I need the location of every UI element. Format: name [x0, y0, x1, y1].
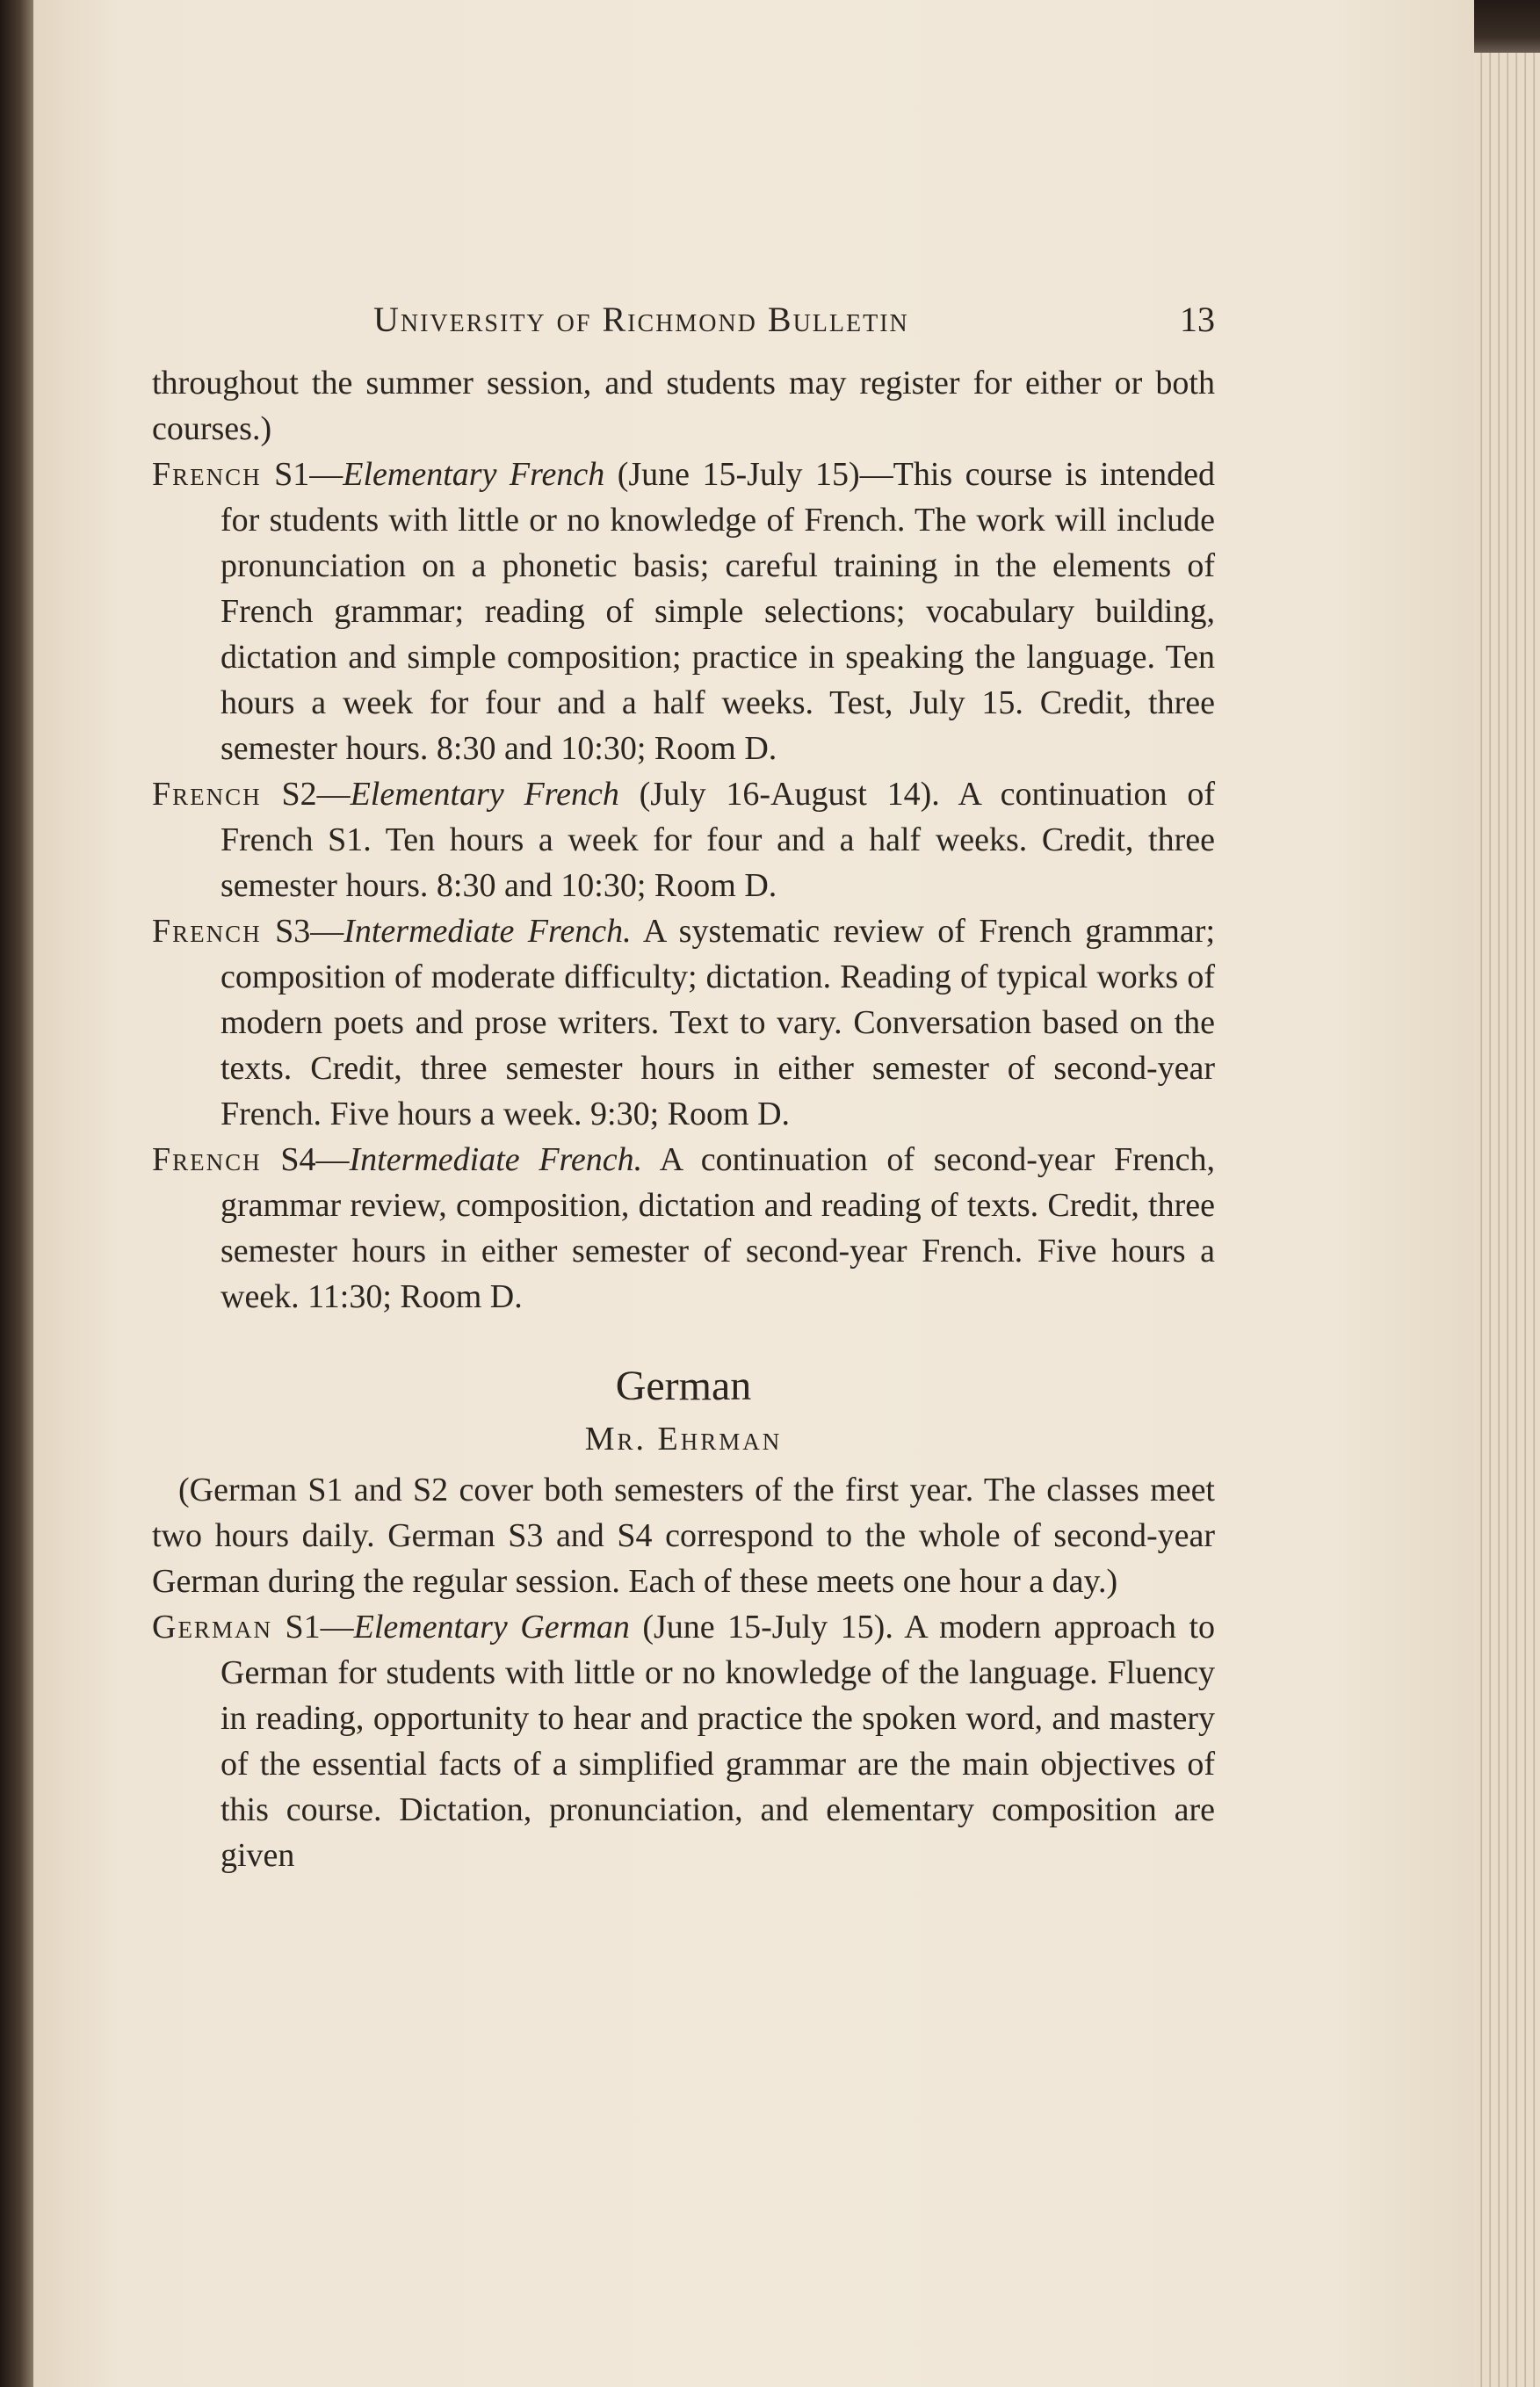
course-description: A continuation of second-year French, grammar review, composition, dictation and reading of texts. Credit, three semester hours in either semester of second-year French. Five hours a week. 11:30; Room D.: [221, 1141, 1216, 1315]
course-dept: French: [152, 776, 262, 813]
course-description: (June 15-July 15). A modern approach to German for students with little or no knowledge of the language. Fluency in reading, opportunity to hear and practice the spoken word, and mastery of the essential facts of a simplified grammar are the main objectives of this course. Dictation, pronunciation, and elementary composition are given: [221, 1609, 1216, 1874]
course-code: S4—: [280, 1141, 350, 1178]
course-dept: French: [152, 1141, 262, 1178]
course-dept: French: [152, 913, 262, 950]
course-title: Elementary German: [353, 1609, 630, 1646]
course-french-s2: [152, 771, 1215, 908]
running-title: University of Richmond Bulletin: [373, 300, 909, 339]
course-french-s3: [152, 908, 1215, 1137]
course-german-s1: [152, 1604, 1215, 1878]
book-page: [33, 0, 1474, 2387]
continuation-paragraph: throughout the summer session, and students may register for either or both courses.): [152, 365, 1215, 447]
course-title: Intermediate French.: [349, 1141, 643, 1178]
page-edges: [1474, 53, 1540, 2387]
course-title: Intermediate French.: [343, 913, 632, 950]
course-code: S2—: [281, 776, 351, 813]
course-description: A systematic review of French grammar; composition of moderate difficulty; dictation. Reading of typical works of modern poets and prose writers. Text to vary. Conversation based on the texts. Credit, three semester hours in either semester of second-year French. Five hours a week. 9:30; Room D.: [221, 913, 1215, 1132]
course-code: S1—: [285, 1609, 354, 1646]
course-description: (June 15-July 15)—This course is intended for students with little or no knowledge of French. The work will include pronunciation on a phonetic basis; careful training in the elements of French grammar; reading of simple selections; vocabulary building, dictation and simple composition; practice in speaking the language. Ten hours a week for four and a half weeks. Test, July 15. Credit, three semester hours. 8:30 and 10:30; Room D.: [221, 456, 1216, 767]
course-french-s1: [152, 452, 1215, 771]
course-french-s4: [152, 1137, 1215, 1320]
course-description: (July 16-August 14). A continuation of French S1. Ten hours a week for four and a half weeks. Credit, three semester hours. 8:30 and 10:30; Room D.: [221, 776, 1215, 904]
course-code: S3—: [275, 913, 344, 950]
course-code: S1—: [274, 456, 343, 493]
page-number: 13: [1180, 300, 1215, 339]
course-title: Elementary French: [350, 776, 619, 813]
course-title: Elementary French: [343, 456, 605, 493]
course-dept: French: [152, 456, 262, 493]
page-content: [152, 290, 1215, 1878]
german-note: (German S1 and S2 cover both semesters of the first year. The classes meet two hours daily. German S3 and S4 correspond to the whole of second-year German during the regular session. Each of these meets one hour a day.): [152, 1472, 1215, 1600]
book-gutter: [0, 0, 33, 2387]
running-head: [152, 290, 1215, 360]
course-dept: German: [152, 1609, 272, 1646]
instructor-name: Mr. Ehrman: [584, 1421, 783, 1458]
section-heading-german: German: [615, 1363, 752, 1409]
